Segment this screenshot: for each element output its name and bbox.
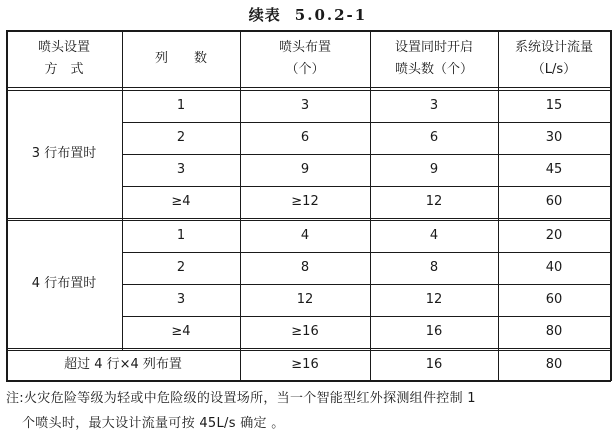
cell-nozzles: 6 — [300, 130, 310, 145]
cell-flow: 40 — [545, 260, 563, 275]
cell-flow: 60 — [545, 194, 563, 209]
caption-number: 5.0.2-1 — [294, 6, 368, 24]
cell-simultaneous: 6 — [429, 130, 439, 145]
cell-flow: 45 — [545, 162, 563, 177]
cell-simultaneous: 8 — [429, 260, 439, 275]
cell-nozzles: ≥12 — [291, 194, 319, 209]
cell-flow: 15 — [545, 98, 563, 113]
summary-simultaneous: 16 — [425, 357, 443, 372]
cell-nozzles: 9 — [300, 162, 310, 177]
cell-flow: 20 — [545, 228, 563, 243]
cell-nozzles: 4 — [300, 228, 310, 243]
cell-flow: 30 — [545, 130, 563, 145]
cell-flow: 80 — [545, 324, 563, 339]
summary-label: 超过 4 行×4 列布置 — [64, 357, 182, 372]
cell-columns: 2 — [176, 130, 186, 145]
summary-flow: 80 — [545, 357, 563, 372]
table-bottom-border — [6, 380, 611, 382]
cell-simultaneous: 12 — [425, 292, 443, 307]
cell-simultaneous: 3 — [429, 98, 439, 113]
header-columns: 列 数 — [154, 50, 207, 66]
cell-simultaneous: 12 — [425, 194, 443, 209]
group-rule-a — [6, 218, 610, 219]
cell-simultaneous: 9 — [429, 162, 439, 177]
cell-nozzles: 3 — [300, 98, 310, 113]
cell-flow: 60 — [545, 292, 563, 307]
header-layout: 喷头设置 方 式 — [37, 39, 90, 77]
cell-columns: 2 — [176, 260, 186, 275]
group-label: 4 行布置时 — [31, 276, 97, 291]
note-line-2: 个喷头时，最大设计流量可按 45L/s 确定 。 — [22, 416, 285, 431]
cell-simultaneous: 16 — [425, 324, 443, 339]
header-flow: 系统设计流量 （L/s） — [514, 39, 593, 77]
cell-columns: 1 — [176, 98, 186, 113]
caption-label: 续表 — [248, 6, 281, 24]
cell-columns: 1 — [176, 228, 186, 243]
summary-rule-a — [6, 348, 610, 349]
summary-nozzles: ≥16 — [291, 357, 319, 372]
cell-columns: ≥4 — [171, 324, 191, 339]
cell-nozzles: ≥16 — [291, 324, 319, 339]
cell-columns: 3 — [176, 162, 186, 177]
group-label: 3 行布置时 — [31, 146, 97, 161]
header-simultaneous: 设置同时开启 喷头数（个） — [394, 39, 473, 77]
cell-nozzles: 8 — [300, 260, 310, 275]
table-right-border — [610, 30, 612, 381]
header-rule-a — [6, 87, 610, 88]
cell-nozzles: 12 — [296, 292, 314, 307]
cell-simultaneous: 4 — [429, 228, 439, 243]
table-note — [6, 386, 610, 436]
header-nozzles: 喷头布置 （个） — [278, 39, 331, 77]
note-line-1: 注:火灾危险等级为轻或中危险级的设置场所，当一个智能型红外探测组件控制 1 — [6, 391, 476, 406]
cell-columns: 3 — [176, 292, 186, 307]
cell-columns: ≥4 — [171, 194, 191, 209]
